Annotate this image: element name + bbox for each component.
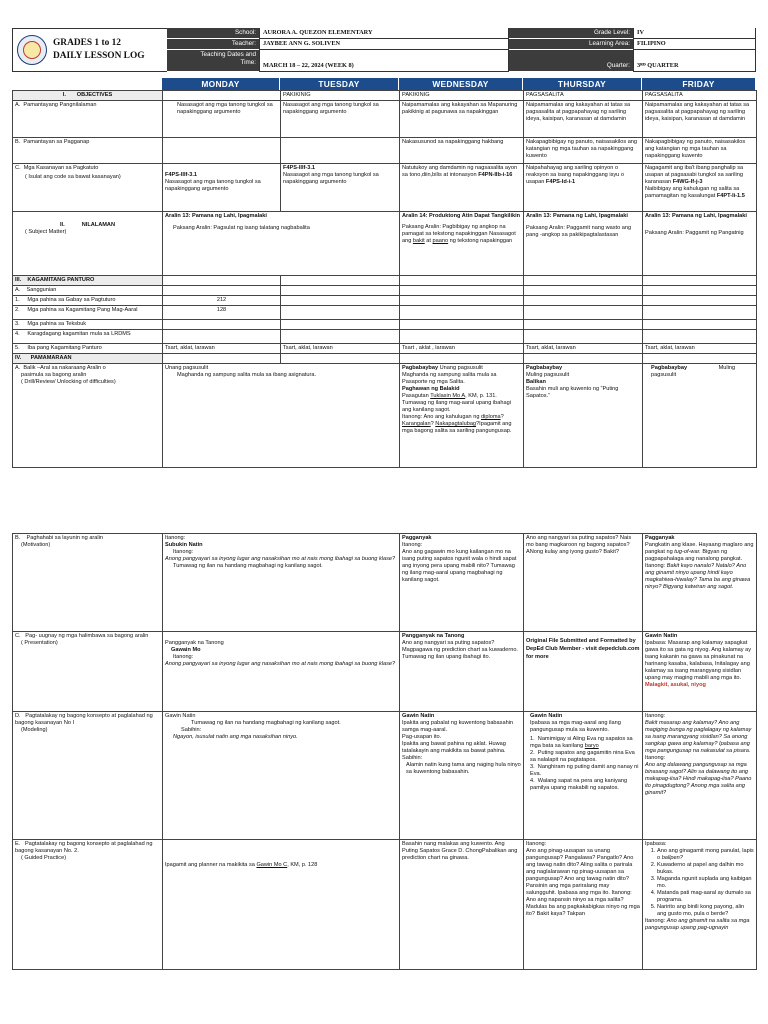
lrdms-mon — [163, 329, 281, 343]
modeling-thu-item-1-underline: baryo — [584, 742, 599, 749]
modeling-thu — [524, 712, 643, 840]
guided-practice-fri-text-2: Itanong: — [645, 917, 666, 924]
standards-fri: Naipamamalas ang kakayahan at tatas sa pagsasalita at pagpapahayag ng sariling ideya, kaisipan, karanasan at damdamin — [643, 100, 757, 137]
motivation-fri-questions: Bakit kayo nanalo? Natalo? Ano ang ginamit ninyo upang hindi kayo magkahiwa-hiwalay? Tama ba ang ginawa ninyo? Bigyang katwiran ang sagot. — [645, 562, 751, 590]
procedures-header-row — [13, 353, 757, 363]
guided-practice-fri-question: Ano ang ginamit na salita sa mga pangungusap upang pag-ugnayin — [645, 917, 750, 931]
content-fri — [643, 211, 757, 275]
review-row — [13, 363, 757, 467]
presentation-mon-text-2: Itanong: — [173, 653, 194, 660]
other-materials-thu: Tsart, aklat, larawan — [524, 343, 643, 353]
day-tuesday: TUESDAY — [280, 78, 399, 90]
standards-thu: Naipamamalas ang kakayahan at tatas sa pagsasalita at pagpapahayag ng sariling ideya, kaisipan, karanasan at damdamin — [524, 100, 643, 137]
performance-row — [13, 137, 757, 163]
guided-practice-wed: Basahin nang malakas ang kuwento. Ang Puting Sapatos Grace D. ChongPabalikan ang prediction chart na ginawa. — [400, 840, 524, 970]
review-label-line-2: pasimula sa bagong aralin — [21, 371, 87, 378]
motivation-wed-heading: Pagganyak — [402, 535, 432, 541]
guided-practice-mon-text-1: Ipagamit ang planner na makikita sa — [165, 862, 255, 868]
content-wed — [400, 211, 524, 275]
modeling-label-line-1: D. Pagtatalakay ng bagong konsepto at paglalahad ng bagong kasanayan No I — [15, 713, 153, 726]
other-materials-wed: Tsart , aklat , larawan — [400, 343, 524, 353]
learner-material-thu — [524, 305, 643, 319]
performance-wed: Nakasusunod sa napakinggang hakbang — [400, 137, 524, 163]
competency-text-mon: Nasasagot ang mga tanong tungkol sa napakinggang argumento — [165, 178, 261, 192]
performance-label: B. Pamantayan sa Pagganap — [13, 137, 163, 163]
modeling-mon-text-1: Tumawag ng ilan na handang magbahagi ng kanilang sagot. — [191, 719, 341, 726]
procedures-tue — [281, 353, 400, 363]
motivation-fri-text-2: Bigyan ng pagpapahalaga ang nanalong pangkat. Itanong: — [645, 548, 743, 569]
modeling-thu-text-1: Ipabasa sa mga mag-aaral ang ilang pangungusap mula sa kuwento. — [530, 719, 621, 733]
content-title: II. NILALAMAN — [59, 221, 115, 228]
presentation-wed-text-2: Magpagawa ng prediction chart sa kuwaderno. Tumawag ng ilan upang ibahagi ito. — [402, 646, 518, 660]
motivation-mon-heading: Subukin Natin — [165, 541, 203, 548]
motivation-mon-text-3: Tumawag ng ilan na handang magbahagi ng kanilang sagot. — [173, 562, 323, 569]
objectives-thu: PAGSASALITA — [524, 91, 643, 101]
motivation-wed-text-1: Itanong: — [402, 541, 423, 548]
competencies-row — [13, 163, 757, 211]
motivation-mon-tue — [163, 534, 400, 632]
procedures-label: IV. PAMAMARAAN — [13, 353, 163, 363]
weekday-spacer — [12, 78, 162, 90]
other-materials-row — [13, 343, 757, 353]
lrdms-row — [13, 329, 757, 343]
grade-value: IV — [633, 28, 756, 39]
standards-wed: Naipamamalas ang kakayahan sa Mapanuring pakikinig at pagunawa sa napakinggan — [400, 100, 524, 137]
motivation-mon-question: Anong pangyayari sa inyong lugar ang nasaksihan mo at nais mong ibahagi sa buong klase? — [165, 555, 396, 562]
motivation-mon-text-2: Itanong: — [173, 548, 194, 555]
guided-practice-fri-item-1 — [657, 848, 754, 862]
teacher-guide-tue — [281, 295, 400, 305]
modeling-mon-text-2: Sabihin: — [181, 726, 202, 733]
modeling-fri — [643, 712, 757, 840]
review-wed-underline-1: Tuklasin Mo A — [430, 392, 466, 399]
objectives-label: I. OBJECTIVES — [13, 91, 163, 101]
presentation-wed — [400, 632, 524, 712]
lrdms-thu — [524, 329, 643, 343]
references-fri — [643, 285, 757, 295]
references-tue — [281, 285, 400, 295]
review-wed-text-6: Ipagamit ang mga bagong salita sa sariling pangungusap. — [402, 420, 512, 434]
resources-wed — [400, 275, 524, 285]
dates-label-line-2: Time: — [240, 58, 256, 66]
title-line-1: GRADES 1 to 12 — [53, 38, 121, 49]
review-wed-text-2: Maghanda ng sampung salita mula sa Pasaporte ng mga Salita. — [402, 371, 497, 385]
motivation-fri-heading: Pagganyak — [645, 535, 675, 541]
review-wed: Pagbabaybay Unang pagsusulit Maghanda ng sampung salita mula sa Pasaporte ng mga Salita. Paghawan ng Balakid Pasagutan Tuklasin Mo A, KM, p. 131. Tumawag ng ilang mag-aaral upang ibahagi ang kanilang sagot. Itanong: Ano ang kahulugan ng diploma? Karangalan? Nakapagtalubag?Ipagamit ang mga bagong salita sa sariling pangungusap. — [400, 363, 524, 467]
review-wed-heading-2: Paghawan ng Balakid — [402, 385, 460, 392]
resources-header-row — [13, 275, 757, 285]
quarter-value — [633, 50, 756, 72]
competency-text-thu: Naipahahayag ang sariling opinyon o reaksyon sa isang napakinggang isyu o usapan — [526, 164, 624, 185]
content-topic-wed-text-1: Paksang Aralin: Pagbibigay ng angkop na pamagat sa tekstong napakinggan Nasasagot ang — [402, 223, 516, 244]
modeling-wed-text-4: Sabihin: — [402, 754, 423, 761]
modeling-thu-item-4: 4. Walang sapat na pera ang kaniyang pamilya upang makabili ng sapatos. — [530, 777, 628, 791]
modeling-mon-tue — [163, 712, 400, 840]
standards-mon: Nasasagot ang mga tanong tungkol sa napakinggang argumento — [163, 100, 281, 137]
textbook-tue — [281, 319, 400, 329]
objectives-fri: PAGSASALITA — [643, 91, 757, 101]
procedures-thu — [524, 353, 643, 363]
review-label — [13, 363, 163, 467]
review-label-line-3: ( Drill/Review/ Unlocking of difficulties) — [21, 378, 116, 385]
content-title-fri: Aralin 13: Pamana ng Lahi, Ipagmalaki — [645, 212, 747, 219]
presentation-fri-ingredients: Malagkit, asukal, niyog — [645, 681, 706, 688]
content-title-thu: Aralin 13: Pamana ng Lahi, Ipagmalaki — [526, 212, 628, 219]
presentation-fri — [643, 632, 757, 712]
competency-code-thu: F4PS-Id-i-1 — [545, 178, 576, 185]
lesson-table-1 — [12, 90, 757, 468]
competency-code-mon: F4PS-IIIf-3.1 — [165, 171, 198, 178]
presentation-mon-question: Anong pangyayari sa inyong lugar ang nasaksihan mo at nais mong ibahagi sa buong klase? — [165, 660, 396, 667]
textbook-mon — [163, 319, 281, 329]
review-wed-text-4: , KM, p. 131. Tumawag ng ilang mag-aaral upang ibahagi ang kanilang sagot. — [402, 392, 511, 413]
references-label: A. Sanggunian — [13, 285, 163, 295]
review-thu-text-2: Basahin muli ang kuwento ng “Puting Sapatos.” — [526, 385, 619, 399]
textbook-label: 3. Mga pahina sa Teksbuk — [13, 319, 163, 329]
modeling-fri-text-2: Itanong: — [645, 754, 666, 761]
guided-practice-fri-item-3: 3. Maganda ngunit suplada ang kaibigan mo. — [657, 876, 754, 890]
resources-label: III. KAGAMITANG PANTURO — [13, 275, 163, 285]
learner-material-label: 2. Mga pahina sa Kagamitang Pang Mag-Aaral — [13, 305, 163, 319]
lesson-log-page-1 — [12, 28, 756, 468]
guided-practice-fri-item-4: 4. Matanda pati mag-aaral ay dumalo sa programa. — [657, 890, 754, 904]
header-title-block — [12, 28, 167, 72]
quarter-label-text: Quarter: — [606, 62, 630, 69]
motivation-wed-text-2: Ano ang gagawin mo kung kailangan mo na isang puting sapatos ngunit wala o hindi sapat ang inyong pera upang mabili nito? Tumawag ng ilang mag-aaral upang magbahagi ng kanilang sagot. — [402, 548, 517, 583]
objectives-wed: PAKIKINIG — [400, 91, 524, 101]
presentation-label — [13, 632, 163, 712]
motivation-row — [13, 534, 757, 632]
performance-fri: Nakapagbibigay ng panuto, naisasakilos ang katangian ng mga tauhan sa napakinggang kuwento — [643, 137, 757, 163]
teacher-guide-mon: 212 — [163, 295, 281, 305]
review-wed-heading-1: Pagbabaybay — [402, 364, 439, 371]
content-mon-tue — [163, 211, 400, 275]
presentation-fri-text: Ipabasa: Masarap ang kalamay sapagkat gawa ito sa gata ng niyog. Ang kalamay ay isang kakanin na gawa sa pinakunat na harinang kasaba, kalabasa, Initalagay ang kalamay sa isang marangyang sisidlan upang may maging mabili ang mga ito. — [645, 639, 752, 681]
objectives-mon — [163, 91, 281, 101]
guided-practice-row — [13, 840, 757, 970]
motivation-label-line-2: (Motivation) — [21, 541, 51, 548]
depedclub-notice: Original File Submitted and Formatted by DepEd Club Member - visit depedclub.com for more — [524, 632, 643, 712]
learner-material-tue — [281, 305, 400, 319]
school-value: AURORA A. QUEZON ELEMENTARY — [259, 28, 509, 39]
content-topic-mon: Paksang Aralin: Pagsulat ng isang talatang nagbabalita — [173, 224, 310, 231]
learner-material-fri — [643, 305, 757, 319]
performance-mon — [163, 137, 281, 163]
standards-row — [13, 100, 757, 137]
modeling-row — [13, 712, 757, 840]
content-topic-wed-text-3: ng tekstong napakinggan — [449, 237, 513, 244]
header-info-grid — [167, 28, 756, 72]
motivation-label-line-1: B. Paghahabi sa layunin ng aralin — [15, 535, 104, 541]
review-wed-text-1: Unang pagsusulit — [439, 364, 483, 371]
references-wed — [400, 285, 524, 295]
presentation-mon-text-1: Pangganyak na Tanong — [165, 640, 224, 646]
modeling-wed-heading: Gawin Natin — [402, 713, 435, 719]
dates-text: MARCH 18 – 22, 2024 (WEEK 8) — [263, 62, 354, 69]
dates-label — [167, 50, 259, 72]
quarter-label — [509, 50, 633, 72]
performance-tue — [281, 137, 400, 163]
guided-practice-mon-underline: Gawin Mo C — [256, 862, 288, 868]
review-thu — [524, 363, 643, 467]
motivation-fri — [643, 534, 757, 632]
guided-practice-thu — [524, 840, 643, 970]
review-wed-underline-3: Karangalan — [402, 420, 431, 427]
objectives-tue: PAKIKINIG — [281, 91, 400, 101]
content-subtitle: ( Subject Matter) — [25, 228, 67, 235]
modeling-thu-item-1: 1. Namimigay si Aling Eva ng sapatos sa mga bata sa kanilang — [530, 735, 633, 749]
modeling-wed-text-5: Alamin natin kung tama ang naging hula ninyo sa kuwentong babasahin. — [406, 761, 521, 775]
motivation-label — [13, 534, 163, 632]
competency-code-tue: F4PS-IIIf-3.1 — [283, 164, 316, 171]
motivation-mon-text-1: Itanong: — [165, 535, 186, 541]
document-header — [12, 28, 756, 72]
teacher-guide-fri — [643, 295, 757, 305]
learner-material-wed — [400, 305, 524, 319]
guided-practice-fri-list — [645, 848, 754, 918]
guided-practice-label — [13, 840, 163, 970]
resources-mon — [163, 275, 281, 285]
review-wed-underline-2: diploma — [481, 413, 501, 420]
lrdms-label: 4. Karagdagang kagamitan mula sa LRDMS — [13, 329, 163, 343]
dates-label-line-1: Teaching Dates and — [200, 51, 256, 58]
review-fri-heading-1: Pagbabaybay — [651, 364, 688, 371]
modeling-wed-text-3: Ipakita ang bawat pahina ng aklat. Huwag tatalakayin ang makikita sa bawat pahina. — [402, 740, 506, 754]
guided-practice-label-line-2: ( Guided Practice) — [21, 854, 67, 861]
review-thu-text-1: Muling pagsusulit — [526, 371, 570, 378]
lrdms-fri — [643, 329, 757, 343]
weekday-band — [12, 78, 756, 90]
content-topic-fri: Paksang Aralin: Paggamit ng Pangatnig — [645, 229, 744, 236]
guided-practice-thu-text-2: Ano ang pinag-uusapan sa unang pangungusap? Pangalawa? Pangatlo? Ano ang tawag natin dito? Aling salita o parirala ang naglalarawan ng pinag-uusapan sa pangungusap? Ano ang tawag natin dito? Pansinin ang mga pariralang may salungguhit. Ipabasa ang mga ito. Itanong: Ano ang napansin ninyo sa mga salita? Madulas ba ang pagkakabigkas ninyo ng mga ito? Bakit kaya? Takpan — [526, 847, 640, 917]
other-materials-tue: Tsart, aklat, larawan — [281, 343, 400, 353]
guided-practice-fri-text-1: Ipabasa: — [645, 841, 667, 847]
content-topic-wed-text-2: at — [426, 237, 431, 244]
lrdms-tue — [281, 329, 400, 343]
school-label: School: — [167, 28, 259, 39]
review-thu-heading-2: Balikan — [526, 378, 546, 385]
standards-label: A. Pamantayang Pangnilalaman — [13, 100, 163, 137]
resources-tue — [281, 275, 400, 285]
teacher-guide-wed — [400, 295, 524, 305]
grade-label: Grade Level: — [509, 28, 633, 39]
review-label-line-1: A. Balik –Aral sa nakaraang Aralin o — [15, 364, 106, 371]
resources-fri — [643, 275, 757, 285]
competencies-mon — [163, 163, 281, 211]
competency-code-fri-2: F4PT-Ii-1.5 — [716, 192, 745, 199]
review-fri — [643, 363, 757, 467]
competency-text-wed: Natutukoy ang damdamin ng nagsasalita ayon sa tono,diin,bilis at intonasyon — [402, 164, 518, 178]
guided-practice-fri — [643, 840, 757, 970]
teacher-value: JAYBEE ANN G. SOLIVEN — [259, 39, 509, 50]
review-mon-line-2: Maghanda ng sampung salita mula sa ibang asignatura. — [177, 371, 317, 378]
document-title — [53, 37, 145, 62]
other-materials-mon: Tsart, aklat, larawan — [163, 343, 281, 353]
other-materials-fri: Tsart, aklat, larawan — [643, 343, 757, 353]
textbook-wed — [400, 319, 524, 329]
content-topic-wed — [402, 224, 521, 245]
guided-practice-fri-item-1-text: Ano ang ginagamit mong panulat, lapis o — [657, 847, 754, 861]
competency-text-tue: Nasasagot ang mga tanong tungkol sa napakinggang argumento — [283, 171, 379, 185]
procedures-wed — [400, 353, 524, 363]
competency-code-fri: F4WG-If-j-3 — [672, 178, 703, 185]
review-mon-line-1: Unang pagsusulit — [165, 364, 209, 371]
modeling-wed-text-1: Ipakita ang pabalat ng kuwentong babasahin samga mag-aaral. — [402, 719, 514, 733]
presentation-mon-heading: Gawain Mo — [171, 646, 201, 653]
review-thu-heading-1: Pagbabaybay — [526, 364, 563, 371]
day-friday: FRIDAY — [642, 78, 756, 90]
presentation-mon-tue — [163, 632, 400, 712]
resources-thu — [524, 275, 643, 285]
references-thu — [524, 285, 643, 295]
competencies-subtitle: ( Isulat ang code sa bawat kasanayan) — [25, 173, 121, 180]
competencies-title: C. Mga Kasanayan sa Pagkatuto — [15, 164, 99, 171]
review-wed-text-3: Pasagutan — [402, 392, 429, 399]
content-title-wed: Aralin 14: Produktong Atin Dapat Tangkilikin — [402, 212, 521, 219]
motivation-fri-text-1: Pangkatin ang klase. Hayaang maglaro ang pangkat ng — [645, 541, 754, 555]
day-monday: MONDAY — [162, 78, 280, 90]
modeling-wed-text-2: Pag-usapan ito. — [402, 733, 442, 740]
guided-practice-fri-item-2: 2. Kuwaderno at papel ang dalhin mo bukas. — [657, 862, 754, 876]
modeling-mon-heading: Gawin Natin — [165, 713, 196, 719]
teacher-guide-label: 1. Mga pahina sa Gabay sa Pagtuturo — [13, 295, 163, 305]
content-thu — [524, 211, 643, 275]
dates-value — [259, 50, 509, 72]
modeling-mon-text-3: Ngayon, isusulat natin ang mga nasaksihan ninyo. — [173, 733, 298, 740]
guided-practice-label-line-1: E. Pagtatalakay ng bagong konsepto at paglalahad ng bagong kasanayan No. 2. — [15, 841, 153, 854]
lesson-table-2 — [12, 533, 757, 970]
modeling-thu-heading: Gawin Natin — [530, 713, 563, 719]
competency-text-fri: Nagagamit ang iba't ibang panghalip sa usapan at pagsasabi tungkol sa sariling karanasan — [645, 164, 744, 185]
textbook-row — [13, 319, 757, 329]
teacher-guide-thu — [524, 295, 643, 305]
competencies-label — [13, 163, 163, 211]
standards-tue: Nasasagot ang mga tanong tungkol sa napakinggang argumento — [281, 100, 400, 137]
presentation-row — [13, 632, 757, 712]
competencies-fri — [643, 163, 757, 211]
presentation-label-line-1: C. Pag- uugnay ng mga halimbawa sa bagong aralin — [15, 633, 149, 639]
guided-practice-mon-text-2: , KM, p. 128 — [287, 862, 318, 868]
lrdms-wed — [400, 329, 524, 343]
procedures-mon — [163, 353, 281, 363]
modeling-fri-text-1: Itanong: — [645, 713, 666, 719]
content-topic-wed-underline-2: paano — [432, 237, 449, 244]
title-line-2: DAILY LESSON LOG — [53, 51, 145, 61]
modeling-thu-item-2: 2. Puting sapatos ang gagamitin nina Eva sa nalalapit na pagtatapos. — [530, 749, 635, 763]
motivation-fri-game: tug-of-war. — [674, 548, 701, 555]
modeling-fri-questions-1: Bakit masarap ang kalamay? Ano ang magiging bunga ng paglalagay ng kalamay sa isang marangyang sisidlan? Sa anong sangkap gawa ang kalamay? Ipabasa ang mga pangungusap na nakasulat sa pisara. — [645, 719, 752, 754]
day-thursday: THURSDAY — [523, 78, 642, 90]
content-label — [13, 211, 163, 275]
learner-material-row — [13, 305, 757, 319]
modeling-label — [13, 712, 163, 840]
lesson-log-page-2 — [12, 533, 756, 970]
guided-practice-fri-item-1-italic: ballpen? — [661, 854, 683, 861]
modeling-wed — [400, 712, 524, 840]
area-value: FILIPINO — [633, 39, 756, 50]
guided-practice-mon-tue — [163, 840, 400, 970]
competencies-thu — [524, 163, 643, 211]
references-mon — [163, 285, 281, 295]
presentation-fri-heading: Gawin Natin — [645, 633, 678, 639]
presentation-label-line-2: ( Presentation) — [21, 639, 58, 646]
review-wed-underline-4: Nakapagtalubag — [435, 420, 477, 427]
competencies-wed — [400, 163, 524, 211]
textbook-thu — [524, 319, 643, 329]
competencies-tue — [281, 163, 400, 211]
guided-practice-thu-text-1: Itanong: — [526, 841, 547, 847]
content-topic-thu: Paksang Aralin: Paggamit nang wasto ang pang -angkop sa pakikipagtalastasan — [526, 224, 632, 238]
textbook-fri — [643, 319, 757, 329]
other-materials-label: 5. Iba pang Kagamitang Panturo — [13, 343, 163, 353]
presentation-wed-heading: Pangganyak na Tanong — [402, 633, 465, 639]
review-mon-tue — [163, 363, 400, 467]
references-row — [13, 285, 757, 295]
content-title-mon: Aralin 13: Pamana ng Lahi, Ipagmalaki — [165, 212, 267, 219]
modeling-thu-item-3: 3. Nanghiram ng puting damit ang nanay ni Eva. — [530, 763, 639, 777]
motivation-thu: Ano ang nangyari sa puting sapatos? Nais mo bang magkaroon ng bagong sapatos? ANong kulay ang iyong gusto? Bakit? — [524, 534, 643, 632]
guided-practice-fri-item-5: 5. Naririto ang binili kong payong, alin ang gusto mo, pula o berde? — [657, 904, 754, 918]
motivation-wed — [400, 534, 524, 632]
deped-seal-icon — [17, 35, 47, 65]
teacher-label: Teacher: — [167, 39, 259, 50]
quarter-text: 3ᴿᴰ QUARTER — [637, 62, 679, 69]
day-wednesday: WEDNESDAY — [399, 78, 523, 90]
review-fri-text-1: Muling pagsusulit — [651, 364, 736, 378]
modeling-fri-questions-2: Ano ang dalawang pangungusap sa mga binasang sagot? Alin sa dalawang ito ang makapag-iisa? Hindi makapag-iisa? Paano ito pinagdugtong? Anong mga salita ang ginamit? — [645, 761, 752, 796]
learner-material-mon: 128 — [163, 305, 281, 319]
competency-text-fri-2: Naibibigay ang kahulugan ng salita sa pamamagitan ng kasalungat — [645, 185, 740, 199]
review-wed-text-5: Itanong: Ano ang kahulugan ng — [402, 413, 480, 420]
objectives-row — [13, 91, 757, 101]
procedures-fri — [643, 353, 757, 363]
presentation-wed-text-1: Ano ang nangyari sa puting sapatos? — [402, 639, 495, 646]
competency-code-wed: F4PN-IIb-i-16 — [478, 171, 513, 178]
modeling-label-line-2: (Modeling) — [21, 726, 48, 733]
content-row — [13, 211, 757, 275]
content-topic-wed-underline-1: bakit — [412, 237, 425, 244]
teacher-guide-row — [13, 295, 757, 305]
performance-thu: Nakapagbibigay ng panuto, naisasakilos ang katangian ng mga tauhan sa napakinggang kuwento — [524, 137, 643, 163]
area-label: Learning Area: — [509, 39, 633, 50]
